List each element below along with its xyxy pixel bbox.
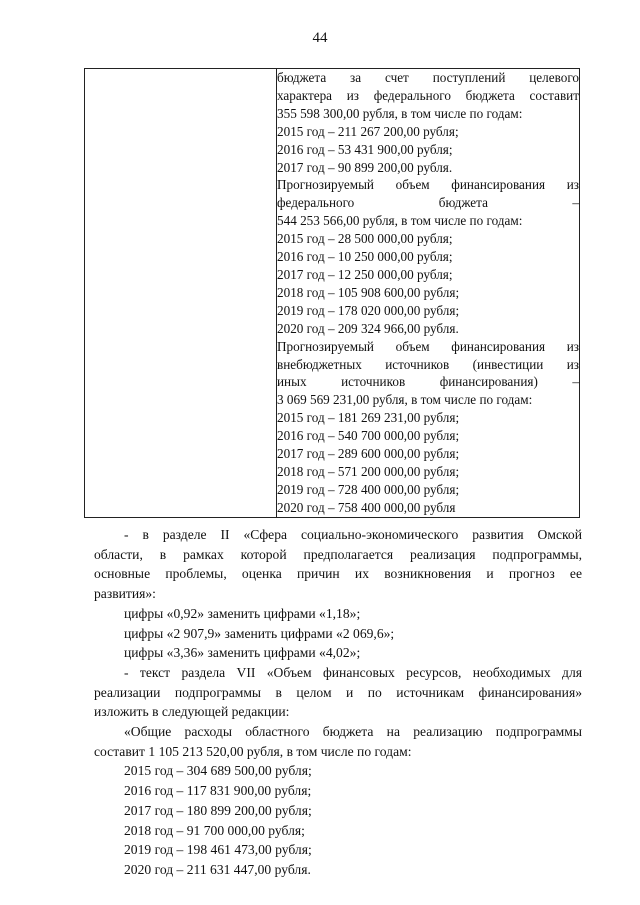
table-line: 2020 год – 209 324 966,00 рубля.	[277, 320, 459, 336]
table-line: внебюджетных источников (инвестиции из	[277, 356, 579, 372]
table-line: 2015 год – 28 500 000,00 рубля;	[277, 231, 453, 247]
paragraph-line: составит 1 105 213 520,00 рубля, в том числе по годам:	[94, 743, 412, 759]
table-line: 2018 год – 105 908 600,00 рубля;	[277, 284, 460, 300]
paragraph-line: цифры «3,36» заменить цифрами «4,02»;	[124, 645, 361, 661]
table-line: 2015 год – 211 267 200,00 рубля;	[277, 123, 459, 139]
table-line: 2016 год – 540 700 000,00 рубля;	[277, 428, 460, 444]
table-line: 2016 год – 53 431 900,00 рубля;	[277, 141, 453, 157]
body-text	[94, 525, 582, 880]
paragraph-line: цифры «0,92» заменить цифрами «1,18»;	[124, 605, 361, 621]
table-line: 2015 год – 181 269 231,00 рубля;	[277, 410, 460, 426]
paragraph-line: - текст раздела VII «Объем финансовых ресурсов, необходимых для	[124, 664, 582, 680]
paragraph-line: 2016 год – 117 831 900,00 рубля;	[124, 783, 312, 799]
table-line: 2019 год – 728 400 000,00 рубля;	[277, 481, 460, 497]
table-line: федерального бюджета –	[277, 195, 579, 211]
table-line: 3 069 569 231,00 рубля, в том числе по годам:	[277, 392, 533, 408]
paragraph-line: 2017 год – 180 899 200,00 рубля;	[124, 802, 312, 818]
table-line: 355 598 300,00 рубля, в том числе по годам:	[277, 105, 523, 121]
table-right-cell	[277, 69, 580, 518]
budget-table	[84, 68, 580, 518]
page-number: 44	[312, 30, 328, 46]
table-line: 544 253 566,00 рубля, в том числе по годам:	[277, 213, 523, 229]
table-line: Прогнозируемый объем финансирования из	[277, 338, 579, 354]
table-line: Прогнозируемый объем финансирования из	[277, 177, 579, 193]
table-line: 2019 год – 178 020 000,00 рубля;	[277, 302, 460, 318]
table-line: характера из федерального бюджета составит	[277, 87, 579, 103]
table-row	[85, 69, 580, 518]
table-line: иных источников финансирования) –	[277, 374, 579, 390]
paragraph-line: развития»:	[94, 586, 156, 602]
paragraph-line: 2019 год – 198 461 473,00 рубля;	[124, 842, 312, 858]
table-line: 2017 год – 289 600 000,00 рубля;	[277, 446, 460, 462]
table-left-cell	[85, 69, 277, 518]
paragraph-line: основные проблемы, оценка причин их возникновения и прогноз ее	[94, 566, 582, 582]
table-line: 2017 год – 12 250 000,00 рубля;	[277, 266, 453, 282]
paragraph-line: области, в рамках которой предполагается реализация подпрограммы,	[94, 546, 582, 562]
table-line: 2017 год – 90 899 200,00 рубля.	[277, 159, 453, 175]
paragraph-line: - в разделе II «Сфера социально-экономического развития Омской	[124, 527, 582, 542]
paragraph-line: 2018 год – 91 700 000,00 рубля;	[124, 822, 305, 838]
paragraph-line: цифры «2 907,9» заменить цифрами «2 069,6»;	[124, 625, 395, 641]
table-line: бюджета за счет поступлений целевого	[277, 70, 579, 85]
table-line: 2018 год – 571 200 000,00 рубля;	[277, 463, 460, 479]
paragraph-line: реализации подпрограммы в целом и по источникам финансирования»	[94, 684, 582, 700]
table-line: 2016 год – 10 250 000,00 рубля;	[277, 249, 453, 265]
paragraph-line: 2020 год – 211 631 447,00 рубля.	[124, 861, 311, 877]
paragraph-line: изложить в следующей редакции:	[94, 704, 290, 720]
table-line: 2020 год – 758 400 000,00 рубля	[277, 499, 456, 515]
paragraph-line: 2015 год – 304 689 500,00 рубля;	[124, 763, 312, 779]
paragraph-line: «Общие расходы областного бюджета на реализацию подпрограммы	[124, 724, 582, 740]
